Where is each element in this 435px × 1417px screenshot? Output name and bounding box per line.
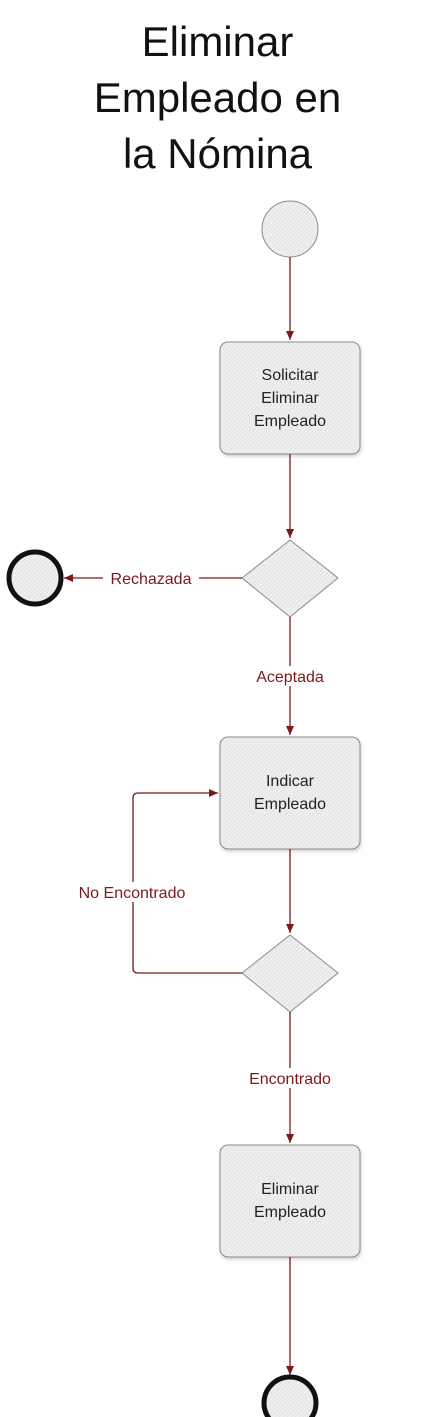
end-node-final <box>264 1377 316 1417</box>
action-eliminar-line-1: Eliminar <box>261 1181 319 1198</box>
action-solicitar-line-3: Empleado <box>253 413 327 430</box>
action-solicitar-line-2: Eliminar <box>261 390 319 407</box>
decision-node-aprobacion <box>242 540 338 617</box>
action-indicar-line-1: Indicar <box>265 773 315 790</box>
edge-label-no-encontrado: No Encontrado <box>78 885 186 902</box>
decision-node-busqueda <box>242 935 338 1012</box>
title-line-3: la Nómina <box>122 130 313 177</box>
action-eliminar-empleado <box>220 1145 360 1257</box>
edge-label-aceptada: Aceptada <box>256 669 324 686</box>
edge-label-rechazada: Rechazada <box>110 571 192 588</box>
start-node <box>262 201 318 257</box>
action-solicitar-line-1: Solicitar <box>261 367 319 384</box>
action-solicitar-eliminar-empleado <box>220 342 360 454</box>
edge-label-encontrado: Encontrado <box>249 1071 331 1088</box>
action-indicar-line-2: Empleado <box>253 796 327 813</box>
end-node-rechazada <box>9 552 61 604</box>
title-line-2: Empleado en <box>93 74 342 121</box>
action-eliminar-line-2: Empleado <box>253 1204 327 1221</box>
title-line-1: Eliminar <box>141 18 294 65</box>
action-indicar-empleado <box>220 737 360 849</box>
